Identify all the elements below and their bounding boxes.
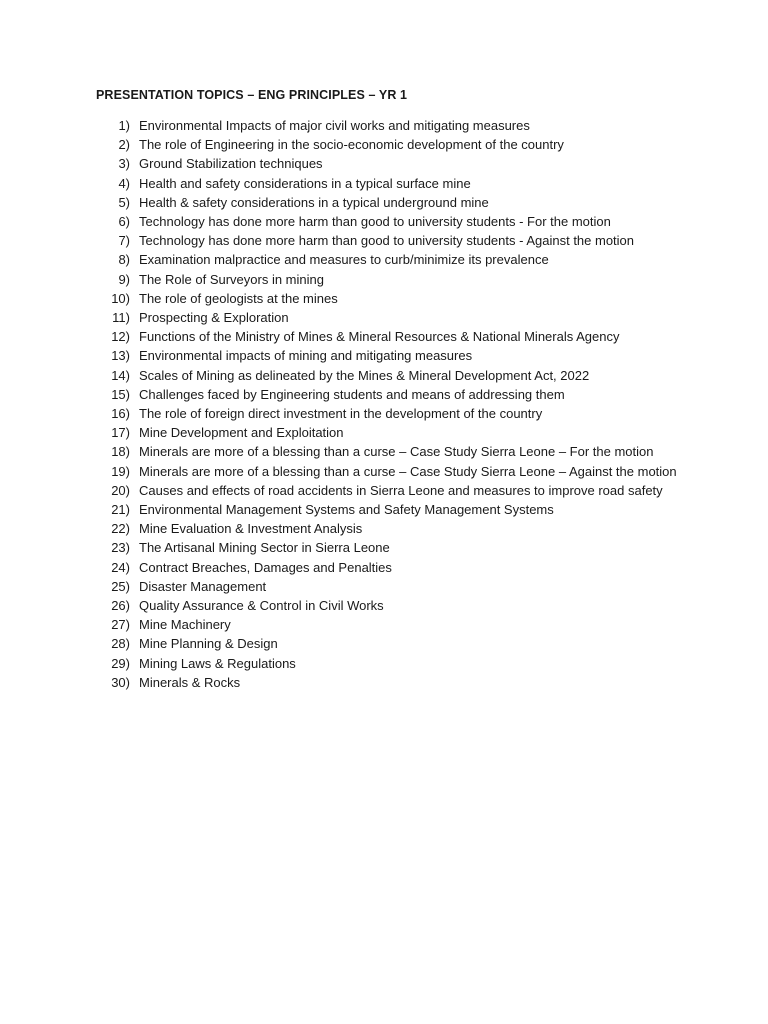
topic-number: 26) — [111, 598, 130, 614]
topic-item — [0, 404, 768, 423]
topic-text: Ground Stabilization techniques — [139, 156, 323, 172]
topic-number: 28) — [111, 636, 130, 652]
document-title: PRESENTATION TOPICS – ENG PRINCIPLES – YR 1 — [96, 88, 408, 102]
topic-number: 24) — [111, 559, 130, 575]
topic-item — [0, 538, 768, 557]
topic-text: Environmental Impacts of major civil works and mitigating measures — [139, 118, 530, 133]
topic-text: The Role of Surveyors in mining — [139, 271, 324, 287]
topic-item — [0, 423, 768, 442]
topic-list — [0, 116, 768, 692]
topic-item — [0, 270, 768, 289]
topic-text: The Artisanal Mining Sector in Sierra Leone — [139, 540, 390, 556]
topic-text: Environmental impacts of mining and mitigating measures — [139, 348, 473, 364]
topic-text: Health & safety considerations in a typical underground mine — [139, 194, 489, 210]
topic-text: Contract Breaches, Damages and Penalties — [139, 559, 392, 575]
topic-text: Mining Laws & Regulations — [139, 655, 296, 671]
topic-number: 20) — [111, 482, 130, 498]
topic-text: Disaster Management — [139, 578, 267, 594]
topic-item — [0, 174, 768, 193]
topic-item — [0, 596, 768, 615]
topic-item — [0, 481, 768, 500]
topic-number: 19) — [111, 463, 130, 479]
topic-number: 12) — [111, 329, 130, 345]
topic-number: 5) — [118, 194, 130, 210]
topic-number: 25) — [111, 578, 130, 594]
topic-item — [0, 346, 768, 365]
topic-number: 4) — [118, 175, 130, 191]
topic-item — [0, 366, 768, 385]
topic-number: 16) — [111, 406, 130, 422]
topic-text: Examination malpractice and measures to curb/minimize its prevalence — [139, 252, 549, 268]
topic-item — [0, 462, 768, 481]
topic-text: Technology has done more harm than good to university students - For the motion — [139, 214, 611, 230]
topic-item — [0, 519, 768, 538]
topic-item — [0, 654, 768, 673]
topic-number: 1) — [118, 118, 130, 133]
topic-item — [0, 442, 768, 461]
topic-item — [0, 577, 768, 596]
topic-item — [0, 212, 768, 231]
topic-number: 27) — [111, 617, 130, 633]
topic-number: 29) — [111, 655, 130, 671]
topic-number: 8) — [118, 252, 130, 268]
topic-text: Causes and effects of road accidents in Sierra Leone and measures to improve road safety — [139, 482, 663, 498]
topic-item — [0, 500, 768, 519]
topic-text: Mine Machinery — [139, 617, 231, 633]
topic-text: Technology has done more harm than good to university students - Against the motion — [139, 233, 635, 249]
topic-item — [0, 615, 768, 634]
topic-number: 11) — [112, 310, 130, 326]
topic-text: Minerals are more of a blessing than a curse – Case Study Sierra Leone – For the motion — [139, 444, 654, 460]
topic-text: Health and safety considerations in a typical surface mine — [139, 175, 471, 191]
topic-text: Challenges faced by Engineering students and means of addressing them — [139, 386, 565, 402]
topic-item — [0, 673, 768, 692]
topic-number: 10) — [111, 290, 130, 306]
topic-item — [0, 327, 768, 346]
topic-item — [0, 634, 768, 653]
topic-text: Mine Evaluation & Investment Analysis — [139, 521, 363, 537]
topic-text: Prospecting & Exploration — [139, 310, 289, 326]
topic-number: 22) — [111, 521, 130, 537]
topic-number: 18) — [111, 444, 130, 460]
topic-text: Functions of the Ministry of Mines & Mineral Resources & National Minerals Agency — [139, 329, 620, 345]
topic-number: 3) — [118, 156, 130, 172]
topic-text: Mine Planning & Design — [139, 636, 278, 652]
topic-text: Environmental Management Systems and Safety Management Systems — [139, 502, 554, 518]
topic-text: Mine Development and Exploitation — [139, 425, 344, 441]
topic-text: Scales of Mining as delineated by the Mines & Mineral Development Act, 2022 — [139, 367, 590, 383]
topic-number: 13) — [111, 348, 130, 364]
topic-number: 30) — [111, 674, 130, 690]
topic-text: The role of Engineering in the socio-economic development of the country — [139, 137, 564, 153]
topic-item — [0, 250, 768, 269]
topic-item — [0, 116, 768, 135]
topic-text: Quality Assurance & Control in Civil Works — [139, 598, 384, 614]
topic-text: Minerals & Rocks — [139, 674, 241, 690]
topic-number: 21) — [111, 502, 130, 518]
topic-item — [0, 558, 768, 577]
topic-item — [0, 385, 768, 404]
topic-number: 17) — [111, 425, 130, 441]
topic-item — [0, 193, 768, 212]
topic-number: 9) — [118, 271, 130, 287]
topic-text: Minerals are more of a blessing than a curse – Case Study Sierra Leone – Against the motion — [139, 463, 677, 479]
topic-number: 14) — [111, 367, 130, 383]
topic-item — [0, 289, 768, 308]
topic-text: The role of foreign direct investment in the development of the country — [139, 406, 543, 422]
topic-number: 15) — [111, 386, 130, 402]
topic-item — [0, 154, 768, 173]
topic-text: The role of geologists at the mines — [139, 290, 338, 306]
topic-number: 6) — [118, 214, 130, 230]
topic-number: 7) — [118, 233, 130, 249]
topic-item — [0, 308, 768, 327]
topic-item — [0, 231, 768, 250]
topic-number: 23) — [111, 540, 130, 556]
topic-number: 2) — [118, 137, 130, 153]
topic-item — [0, 135, 768, 154]
